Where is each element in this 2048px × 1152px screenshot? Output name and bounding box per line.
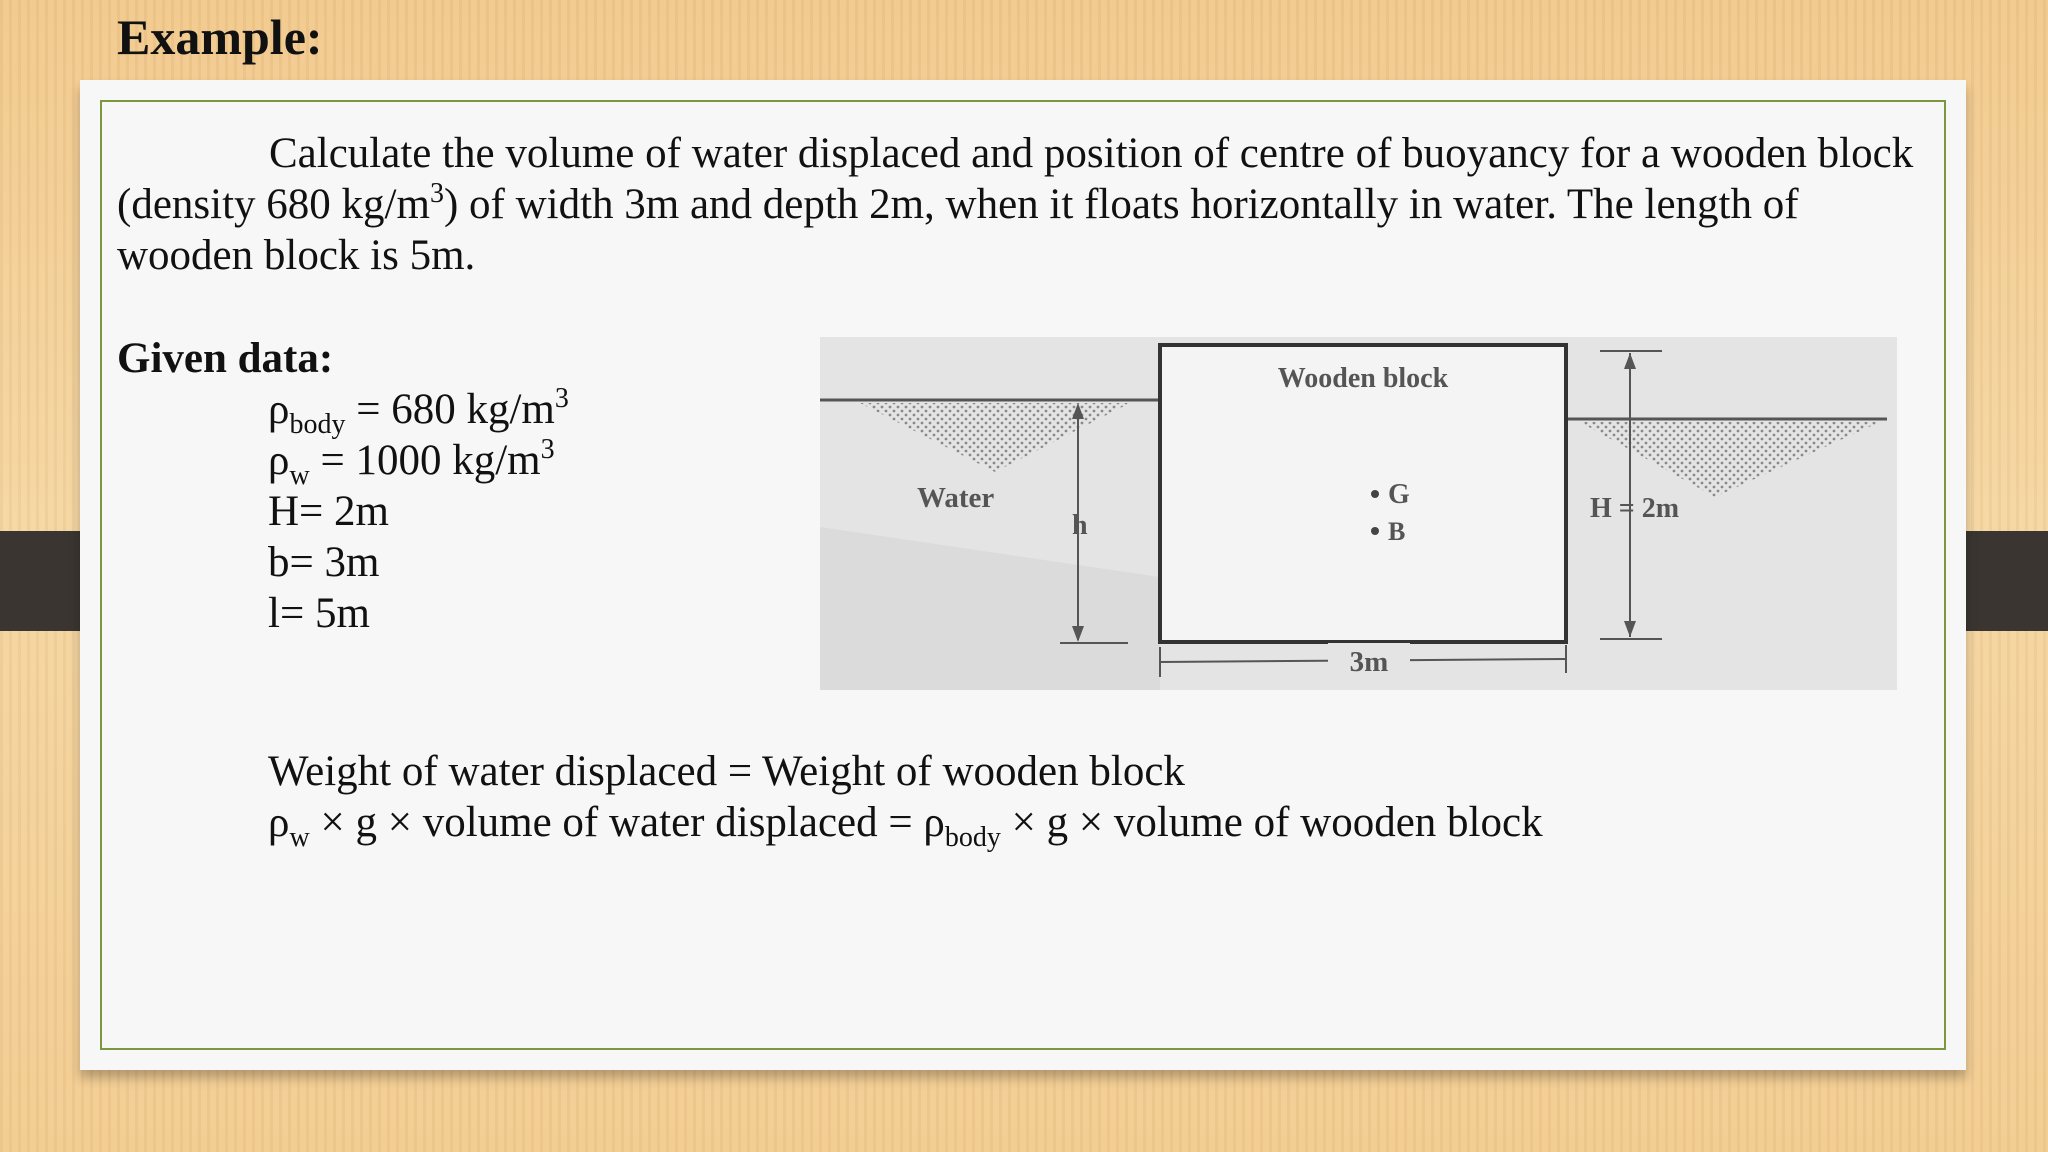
g-label: G: [1388, 479, 1410, 510]
given-data-list: [268, 384, 569, 639]
equations: [268, 746, 1543, 853]
b-point: [1371, 527, 1379, 535]
content-card: [80, 80, 1966, 1070]
floating-block-diagram: [820, 337, 1897, 690]
block-label: Wooden block: [1277, 363, 1449, 394]
width-label: 3m: [1349, 646, 1389, 678]
slide-title: Example:: [117, 9, 323, 65]
given-width: b= 3m: [268, 539, 380, 586]
equation-line-1: Weight of water displaced = Weight of wooden block: [268, 748, 1185, 795]
equation-line-2: $\rho_w \times g$ × volume of water displaced = $\rho_{body} \times g$ × volume of wooden block: [268, 799, 1543, 853]
given-length: l= 5m: [268, 590, 370, 637]
given-height: H= 2m: [268, 488, 390, 535]
water-label: Water: [917, 482, 995, 514]
given-rho-water: $\rho_w = 1000$ $kg/m^3$: [268, 434, 555, 491]
given-data-title: Given data:: [117, 335, 334, 382]
h-label: h: [1072, 510, 1088, 541]
g-point: [1371, 490, 1379, 498]
H-label: H = 2m: [1590, 493, 1680, 524]
given-rho-body: $\rho_{body} = 680$ $kg/m^3$: [268, 383, 569, 440]
b-label: B: [1388, 517, 1406, 546]
problem-statement: Calculate the volume of water displaced and position of centre of buoyancy for a wooden block (density 680 $kg/m^3$) of width 3m and depth 2m, when it floats horizontally in water. The length of wooden block is 5m.: [117, 130, 1914, 279]
